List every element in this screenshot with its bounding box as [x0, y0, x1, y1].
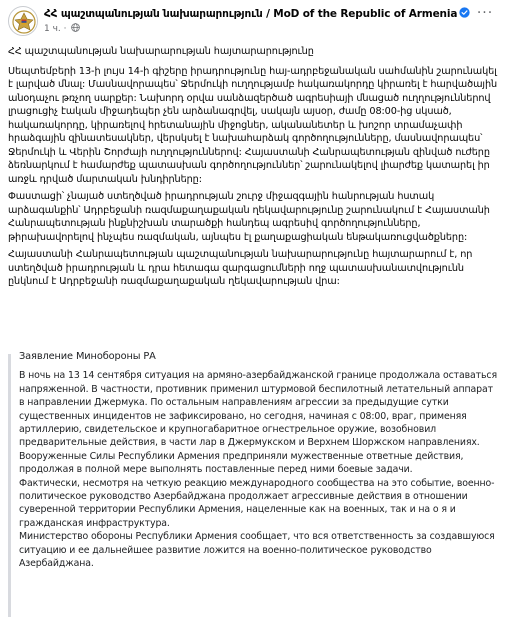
post-meta: 1 ч. · — [44, 23, 80, 36]
translation-quote-block — [8, 350, 500, 617]
verified-badge-icon — [459, 7, 470, 18]
quote-bar — [8, 354, 11, 617]
russian-paragraph: В ночь на 13 14 сентября ситуация на армяно-азербайджанской границе продолжала оставаться напряженной. В частности, противник применил штурмовой беспилотный летательный аппарат в направлении Джермука. По остальным направлениям агрессии за предыдущие сутки существенных инцидентов не зафиксировано, но сегодня, начиная с 08:00, враг, применяя артиллерию, свидетельское и крупногабаритное огнестрельное оружие, возобновил предварительные действия, в части лар в Джермукском и Верхнем Шоржском направлениях. Вооруженные Силы Республики Армения предприняли мужественные ответные действия, продолжая в полной мере выполнять поставленные перед ними боевые задачи. — [19, 370, 497, 476]
post-body-armenian — [8, 45, 500, 293]
post-header — [8, 6, 498, 40]
russian-paragraph: Фактически, несмотря на четкую реакцию международного сообщества на это событие, военно-политическое руководство Азербайджана продолжает агрессивные действия в отношении суверенной территории Республики Армения, нацеленные как на военных, так и на о я и гражданская инфраструктура. — [19, 477, 495, 529]
armenian-title: ՀՀ պաշտպանության նախարարության հայտարարությունը — [8, 46, 314, 57]
armenian-paragraph: Փաստացի՝ չնայած ստեղծված իրադրության շուրջ միջազգային հանրության հստակ արձագանքին՝ Ադրբեջանի ռազմաքաղաքական ղեկավարությունը շարունակում է Հայաստանի Հանրապետության ինքնիշխան տարածքի հանդեպ ագրեսիվ գործողությունները, թիրախավորելով ինչպես ռազմական, այնպես էլ քաղաքացիական ենթակառուցվածքները: — [8, 191, 490, 243]
mod-emblem-icon — [9, 7, 38, 36]
page-name-row — [44, 7, 470, 23]
page-avatar[interactable] — [8, 6, 38, 36]
globe-icon — [71, 23, 80, 32]
page-name-link[interactable]: ՀՀ պաշտպանության նախարարություն / MoD of the Republic of Armenia — [44, 8, 458, 20]
russian-paragraph: Министерство обороны Республики Армения сообщает, что вся ответственность за создавшуюся ситуацию и ее дальнейшее развитие ложится на военно-политическое руководство Азербайджана. — [19, 531, 495, 570]
russian-title: Заявление Минобороны РА — [19, 351, 156, 362]
armenian-paragraph: Հայաստանի Հանրապետության պաշտպանության նախարարությունը հայտարարում է, որ ստեղծված իրադրության և դրա հետագա զարգացումների ողջ պատասխանատվությունն ընկնում է Ադրբեջանի ռազմաքաղաքական ղեկավարության վրա: — [8, 249, 473, 287]
more-options-icon[interactable]: ··· — [476, 5, 494, 21]
post-body-russian — [19, 350, 497, 571]
armenian-paragraph: Սեպտեմբերի 13-ի լույս 14-ի գիշերը իրադրությունը հայ-ադրբեջանական սահմանին շարունակել է լարված մնալ: Մասնավորապես՝ Ջերմուկի ուղղությամբ հակառակորդը կիրառել է հարվածային անօդաչու թռչող սարքեր: Նախորդ օրվա սանձազերծած ագրեսիայի մնացած ուղղություններով լրացուցիչ էական միջադեպեր չեն արձանագրվել, սակայն այսօր, ժամը 08:00-ից սկսած, հակառակորդը, կիրառելով հրետանային միջոցներ, ականանետեր և խոշոր տրամաչափի հրաձգային զինատեսակներ, վերսկսել է նախահարձակ գործողությունները, մասնավորապես՝ Ջերմուկի և Վերին Շորժայի ուղղություններով: Հայաստանի Հանրապետության զինված ուժերը ձեռնարկում է համարժեք պատասխան գործողություններ՝ շարունակելով լիարժեք կատարել իր առջև դրված մարտական խնդիրները: — [8, 65, 498, 185]
post-timestamp[interactable]: 1 ч. — [44, 24, 61, 34]
